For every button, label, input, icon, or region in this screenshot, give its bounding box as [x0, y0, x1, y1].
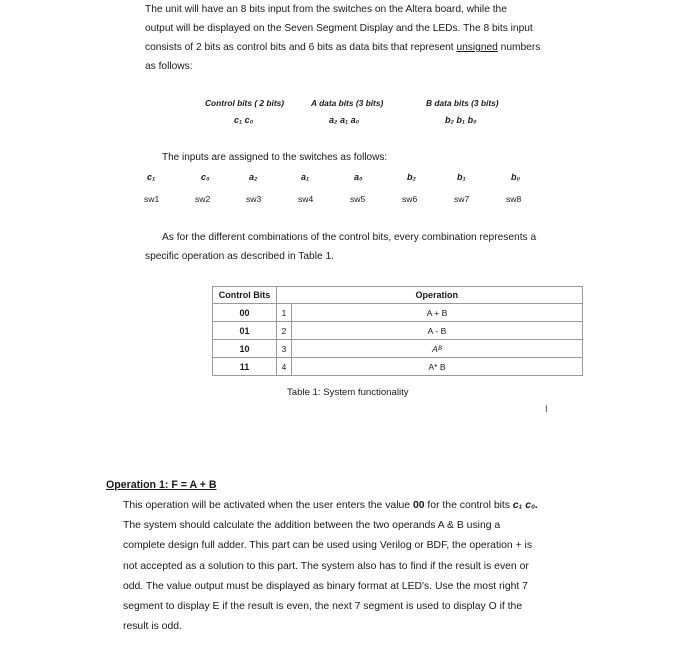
- row-1-operation: A + B: [292, 304, 583, 322]
- intro-line-1: The unit will have an 8 bits input from the switches on the Altera board, while the: [145, 4, 507, 15]
- row-4-bits: 11: [213, 358, 277, 376]
- op1-control-vars: c₁ c₀.: [512, 500, 538, 511]
- row-1-bits: 00: [213, 304, 277, 322]
- combinations-line-1: As for the different combinations of the control bits, every combination represents a: [162, 232, 537, 243]
- op1-line-1-mid: for the control bits: [427, 500, 510, 511]
- row-2-bits: 01: [213, 322, 277, 340]
- row-3-bits: 10: [213, 340, 277, 358]
- row-1-number: 1: [277, 304, 292, 322]
- var-b0: b₀: [511, 172, 521, 182]
- table-caption: Table 1: System functionality: [287, 387, 409, 398]
- assignment-intro: The inputs are assigned to the switches as follows:: [162, 152, 388, 163]
- operation-1-body: [123, 496, 597, 637]
- combinations-line-2: specific operation as described in Table 1.: [145, 251, 334, 262]
- op1-line-5: odd. The value output must be displayed as binary format at LED's. Use the most right 7: [123, 580, 528, 592]
- op1-line-1-text: This operation will be activated when the user enters the value: [123, 500, 411, 511]
- a-data-bits-title: A data bits (3 bits): [311, 98, 384, 108]
- b-data-bits-vars: b₂ b₁ b₀: [445, 115, 477, 125]
- intro-line-3-text: consists of 2 bits as control bits and 6 bits as data bits that represent: [145, 42, 454, 53]
- unsigned-word: unsigned: [456, 42, 498, 53]
- table-row: [213, 340, 583, 358]
- row-3-operation: Aᴮ: [292, 340, 583, 358]
- table-header-row: [213, 287, 583, 304]
- row-3-number: 3: [277, 340, 292, 358]
- header-number: [277, 287, 292, 304]
- var-b2: b₂: [407, 172, 416, 182]
- intro-line-3-end: numbers: [500, 42, 541, 53]
- intro-line-3: [145, 38, 581, 57]
- switch-sw4: sw4: [298, 194, 314, 204]
- var-b1: b₁: [457, 172, 466, 182]
- control-bits-vars: c₁ c₀: [234, 115, 254, 125]
- switch-sw7: sw7: [454, 194, 470, 204]
- intro-line-4: as follows:: [145, 61, 193, 72]
- switch-sw1: sw1: [144, 194, 160, 204]
- switch-sw8: sw8: [506, 194, 522, 204]
- var-a2: a₂: [249, 172, 258, 182]
- intro-paragraph: [145, 0, 581, 76]
- row-4-number: 4: [277, 358, 292, 376]
- switch-sw3: sw3: [246, 194, 262, 204]
- table-row: [213, 322, 583, 340]
- op1-line-3: complete design full adder. This part can be used using Verilog or BDF, the operation + is: [123, 540, 533, 552]
- switch-sw6: sw6: [402, 194, 418, 204]
- table-row: [213, 358, 583, 376]
- op1-line-1: [123, 496, 597, 516]
- combinations-paragraph: [145, 228, 581, 266]
- row-2-operation: A - B: [292, 322, 583, 340]
- system-functionality-table: [212, 286, 583, 376]
- row-2-number: 2: [277, 322, 292, 340]
- b-data-bits-title: B data bits (3 bits): [426, 98, 499, 108]
- var-a0: a₀: [354, 172, 363, 182]
- switch-sw5: sw5: [350, 194, 366, 204]
- var-c0: c₀: [201, 172, 210, 182]
- op1-line-6: segment to display E if the result is even, the next 7 segment is used to display O if the: [123, 601, 523, 613]
- var-c1: c₁: [147, 172, 156, 182]
- var-a1: a₁: [301, 172, 310, 182]
- a-data-bits-vars: a₂ a₁ a₀: [329, 115, 360, 125]
- text-cursor-mark: I: [545, 404, 548, 415]
- op1-value-00: 00: [412, 500, 425, 511]
- header-operation: Operation: [292, 287, 583, 304]
- header-control-bits: Control Bits: [213, 287, 277, 304]
- op1-line-2: The system should calculate the addition between the two operands A & B using a: [123, 520, 501, 532]
- intro-line-2: output will be displayed on the Seven Segment Display and the LEDs. The 8 bits input: [145, 23, 533, 34]
- switch-sw2: sw2: [195, 194, 211, 204]
- op1-line-7: result is odd.: [123, 621, 182, 633]
- op1-line-4: not accepted as a solution to this part. The system also has to find if the result is even or: [123, 560, 529, 572]
- control-bits-title: Control bits ( 2 bits): [205, 98, 285, 108]
- table-row: [213, 304, 583, 322]
- row-4-operation: A* B: [292, 358, 583, 376]
- operation-1-heading: Operation 1: F = A + B: [106, 479, 217, 491]
